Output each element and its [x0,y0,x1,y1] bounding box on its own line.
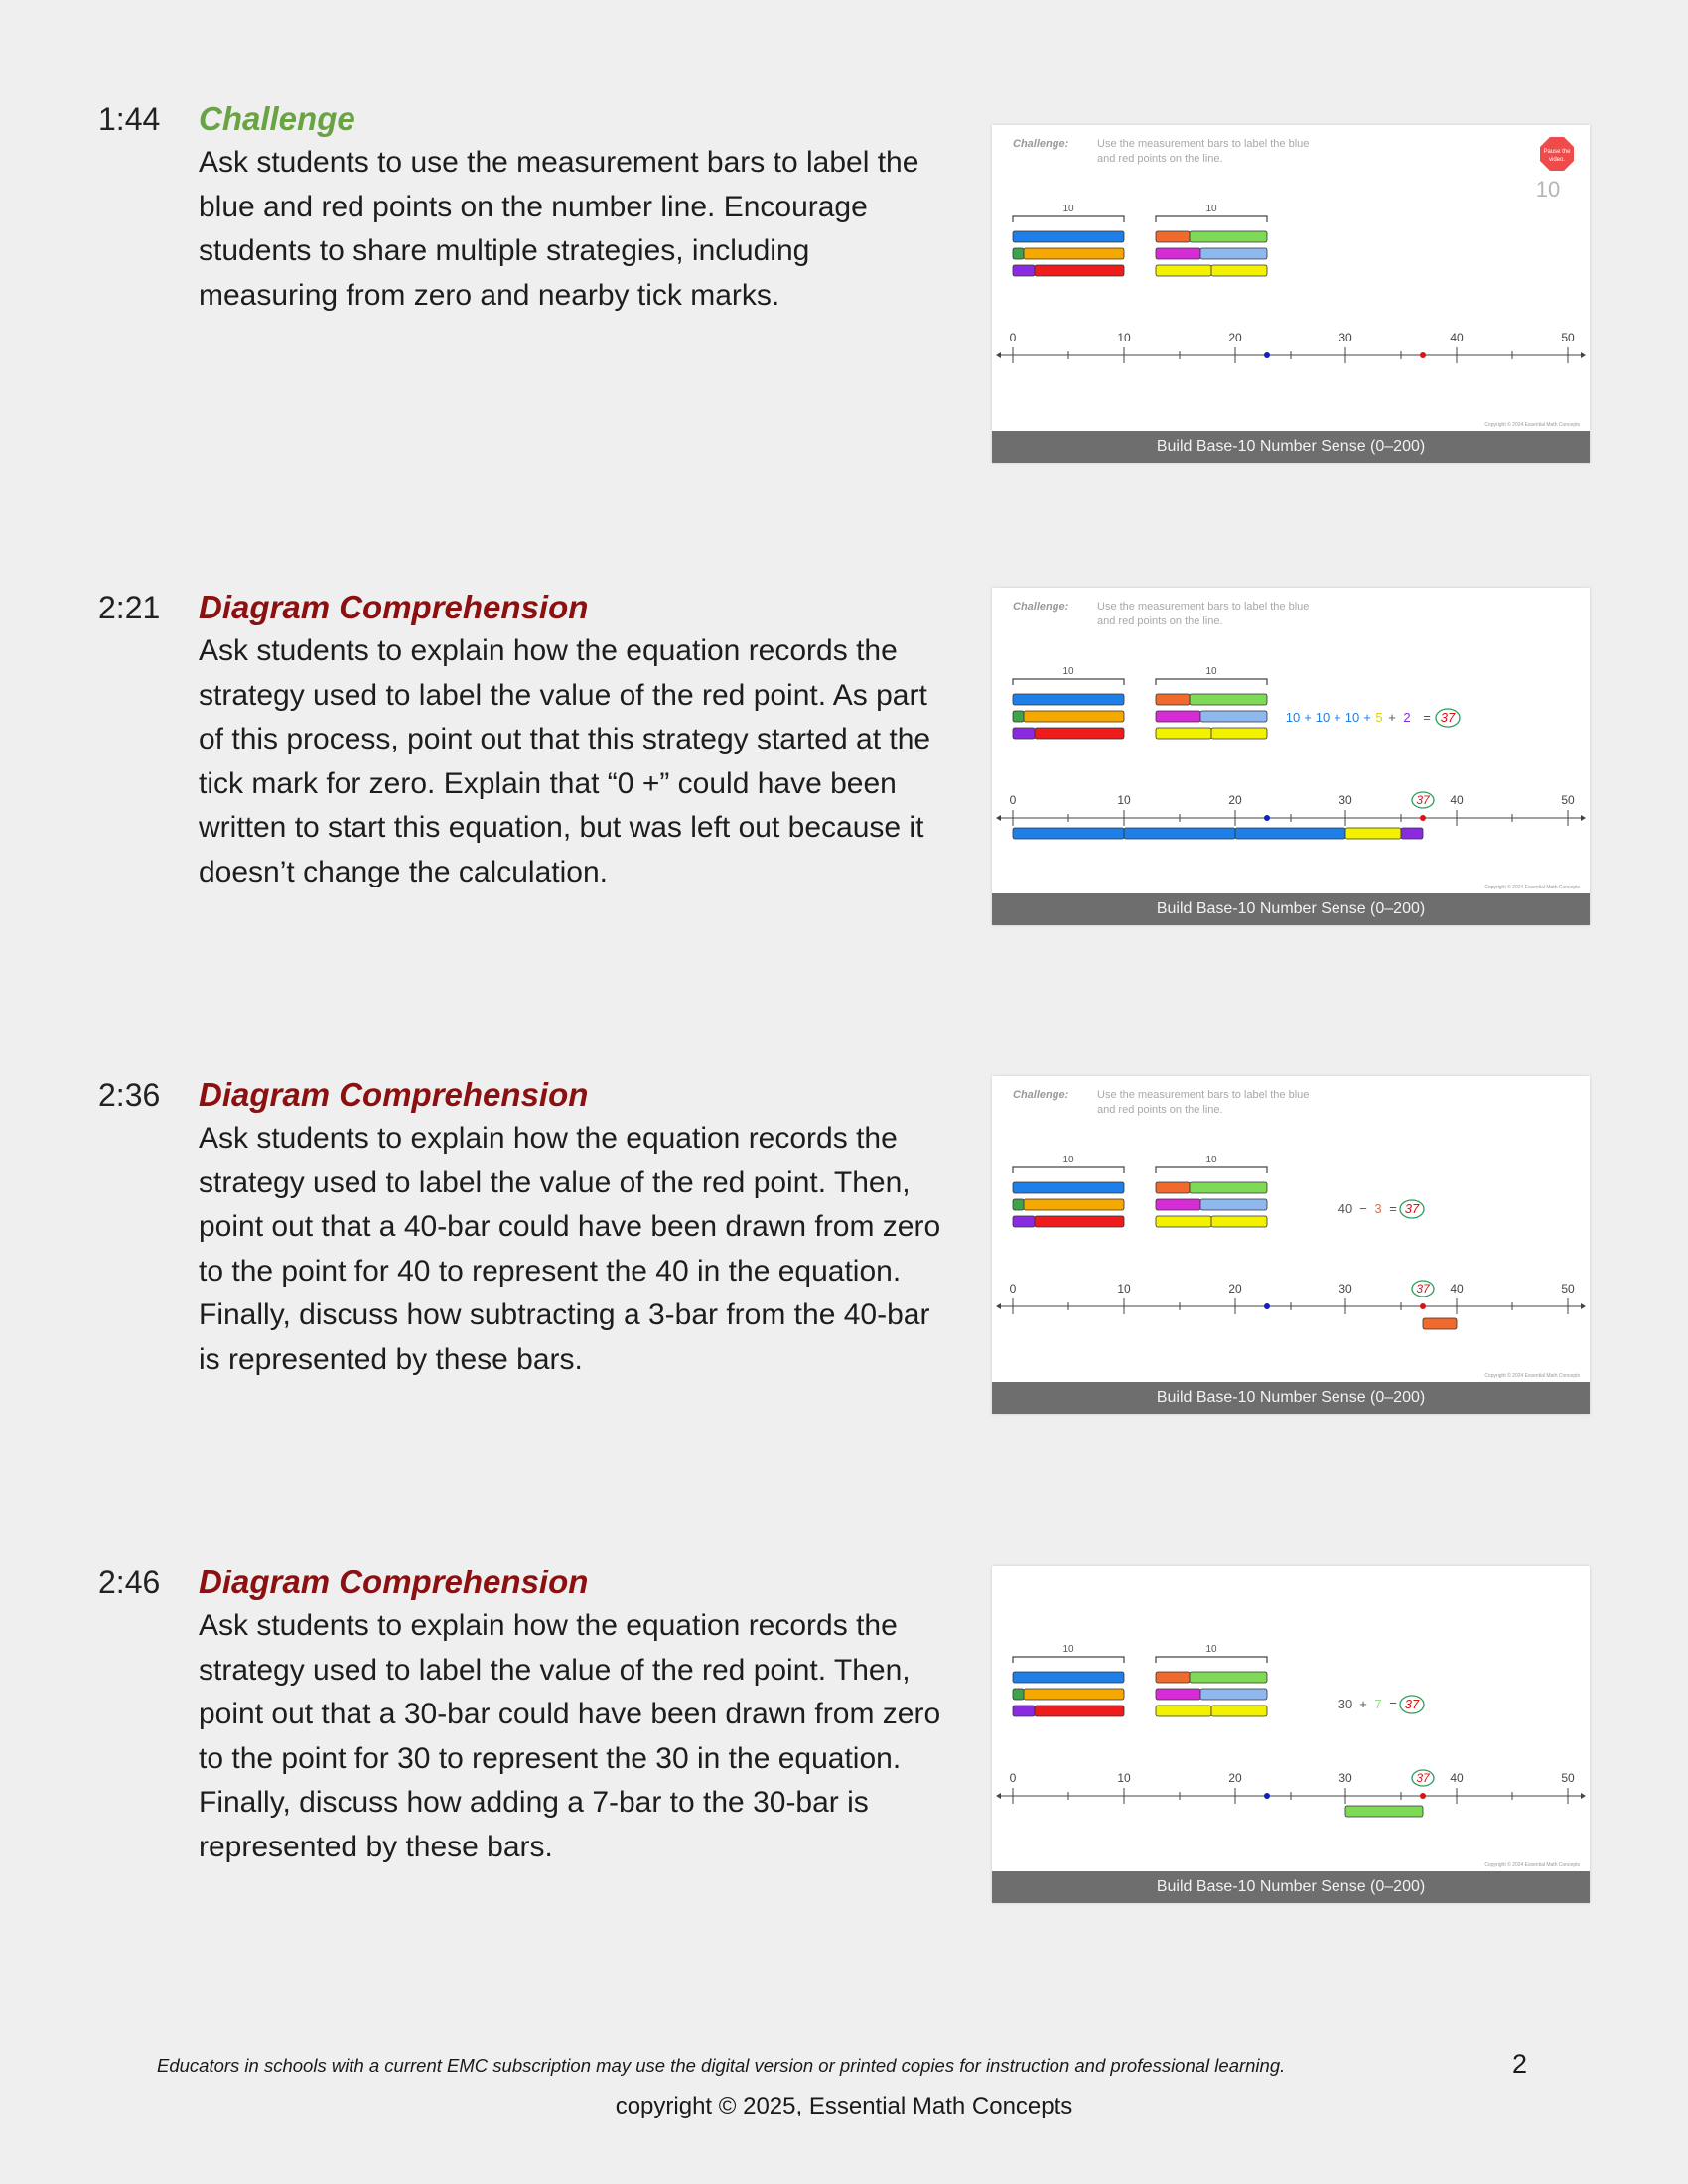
equation-operator: + [1363,710,1371,725]
blue-point [1264,815,1270,821]
axis-tick-label: 10 [1117,1771,1131,1785]
axis-tick-label: 0 [1009,793,1017,807]
section-text: Ask students to explain how the equation records the strategy used to label the value of the red point. Then, point out that a 30-bar could have been drawn from zero to the point for 30 to represent the 30 in the equation. Finally, discuss how adding a 7-bar to the 30-bar is represented by these bars. [199,1609,941,1863]
bar-label-left: 10 [1062,1155,1074,1165]
equation-term: 30 [1337,1697,1353,1711]
slide-instruction-line2: and red points on the line. [1097,153,1223,165]
equation-operator: − [1359,1201,1367,1216]
equation-operator: + [1304,710,1312,725]
bar-label-left: 10 [1062,204,1074,214]
blue-point [1264,352,1270,358]
equation-equals: = [1389,1201,1397,1216]
equation-operator: + [1388,710,1396,725]
blue-point [1264,1303,1270,1309]
slide-instruction-line2: and red points on the line. [1097,615,1223,627]
equation-term: 5 [1375,710,1383,725]
axis-tick-label: 50 [1561,793,1575,807]
axis-tick-label: 40 [1450,793,1464,807]
measurement-bars [1013,666,1267,739]
slide-graphic [992,125,1590,431]
bar-label-right: 10 [1205,204,1217,214]
marked-value: 37 [1416,793,1430,807]
equation-equals: = [1423,710,1431,725]
marked-value: 37 [1416,1282,1430,1296]
slide-challenge-label: Challenge: [1013,601,1069,613]
slide-thumbnail [992,1076,1590,1414]
slide-challenge-label: Challenge: [1013,1089,1069,1101]
slide-instruction-line2: and red points on the line. [1097,1104,1223,1116]
axis-tick-label: 10 [1117,793,1131,807]
equation-answer: 37 [1404,1201,1420,1216]
red-point [1420,1793,1426,1799]
timestamp: 2:46 [98,1565,161,1600]
slide-thumbnail [992,125,1590,463]
equation [1338,1696,1424,1713]
equation-term: 40 [1337,1201,1353,1216]
equation-operator: + [1334,710,1341,725]
slide-graphic [992,1566,1590,1871]
equation [1338,1200,1424,1218]
axis-tick-label: 20 [1228,1771,1242,1785]
slide-instruction-line1: Use the measurement bars to label the blue [1097,601,1310,613]
axis-tick-label: 20 [1228,1282,1242,1296]
timer-number: 10 [1535,177,1561,202]
axis-tick-label: 30 [1338,793,1352,807]
copyright: copyright © 2025, Essential Math Concepts [615,2093,1073,2119]
axis-tick-label: 10 [1117,331,1131,344]
axis-tick-label: 0 [1009,331,1017,344]
section-text: Ask students to use the measurement bars to label the blue and red points on the number line. Encourage students to share multiple strategies, including measuring from zero and nearby tick marks. [199,146,919,312]
slide-footer: Build Base-10 Number Sense (0–200) [992,893,1590,925]
bar-label-left: 10 [1062,666,1074,677]
stop-sign-text-1: Pause the [1543,149,1571,155]
equation-answer: 37 [1440,710,1456,725]
measurement-bars [1013,204,1267,276]
section-text: Ask students to explain how the equation records the strategy used to label the value of the red point. As part of this process, point out that this strategy started at the tick mark for zero. Explain that “0 +” could have been written to start this equation, but was left out because it doesn’t change the calculation. [199,634,931,888]
strategy-bar [1423,1318,1457,1329]
section-heading: Challenge [199,100,355,137]
bar-label-right: 10 [1205,1644,1217,1655]
axis-tick-label: 10 [1117,1282,1131,1296]
number-line [996,331,1586,363]
strategy-bar [1401,828,1423,839]
axis-tick-label: 30 [1338,331,1352,344]
bar-label-right: 10 [1205,666,1217,677]
timestamp: 2:36 [98,1077,161,1113]
page-number: 2 [1512,2049,1528,2079]
footer-note: Educators in schools with a current EMC subscription may use the digital version or printed copies for instruction and professional learning. [157,2055,1286,2076]
equation-term: 7 [1374,1697,1382,1711]
marked-value: 37 [1416,1771,1430,1785]
number-line [996,1281,1586,1329]
section-heading: Diagram Comprehension [199,1076,589,1113]
slide-thumbnail [992,588,1590,925]
axis-tick-label: 50 [1561,331,1575,344]
slide-instruction-line1: Use the measurement bars to label the blue [1097,138,1310,150]
slide-copyright: Copyright © 2024 Essential Math Concepts [1484,885,1580,890]
axis-tick-label: 40 [1450,1771,1464,1785]
equation-term: 10 [1285,710,1301,725]
slide-footer: Build Base-10 Number Sense (0–200) [992,1871,1590,1903]
strategy-bar [1345,1806,1423,1817]
measurement-bars [1013,1644,1267,1716]
axis-tick-label: 30 [1338,1282,1352,1296]
equation [1286,709,1460,727]
strategy-bar [1345,828,1401,839]
red-point [1420,352,1426,358]
axis-tick-label: 0 [1009,1282,1017,1296]
axis-tick-label: 20 [1228,331,1242,344]
section-text: Ask students to explain how the equation records the strategy used to label the value of the red point. Then, point out that a 40-bar could have been drawn from zero to the point for 40 to represent the 40 in the equation. Finally, discuss how subtracting a 3-bar from the 40-bar is represented by these bars. [199,1122,941,1376]
timestamp: 2:21 [98,590,161,625]
equation-term: 10 [1315,710,1331,725]
axis-tick-label: 20 [1228,793,1242,807]
equation-operator: + [1359,1697,1367,1711]
axis-tick-label: 50 [1561,1282,1575,1296]
bar-label-right: 10 [1205,1155,1217,1165]
equation-term: 3 [1374,1201,1382,1216]
equation-term: 10 [1344,710,1360,725]
timestamp: 1:44 [98,101,161,137]
axis-tick-label: 40 [1450,1282,1464,1296]
axis-tick-label: 30 [1338,1771,1352,1785]
section-heading: Diagram Comprehension [199,1564,589,1600]
slide-challenge-label: Challenge: [1013,138,1069,150]
strategy-bar [1235,828,1345,839]
strategy-bar [1013,828,1124,839]
number-line [996,792,1586,839]
bar-label-left: 10 [1062,1644,1074,1655]
slide-copyright: Copyright © 2024 Essential Math Concepts [1484,1862,1580,1868]
axis-tick-label: 40 [1450,331,1464,344]
slide-footer: Build Base-10 Number Sense (0–200) [992,1382,1590,1414]
strategy-bar [1124,828,1235,839]
slide-thumbnail [992,1566,1590,1903]
slide-copyright: Copyright © 2024 Essential Math Concepts [1484,1373,1580,1379]
red-point [1420,1303,1426,1309]
measurement-bars [1013,1155,1267,1227]
stop-sign-icon[interactable] [1540,137,1574,171]
axis-tick-label: 50 [1561,1771,1575,1785]
section-heading: Diagram Comprehension [199,589,589,625]
slide-graphic [992,588,1590,893]
slide-footer: Build Base-10 Number Sense (0–200) [992,431,1590,463]
axis-tick-label: 0 [1009,1771,1017,1785]
slide-copyright: Copyright © 2024 Essential Math Concepts [1484,422,1580,428]
number-line [996,1770,1586,1817]
equation-term: 2 [1403,710,1411,725]
blue-point [1264,1793,1270,1799]
equation-answer: 37 [1404,1697,1420,1711]
slide-graphic [992,1076,1590,1382]
equation-equals: = [1389,1697,1397,1711]
slide-instruction-line1: Use the measurement bars to label the blue [1097,1089,1310,1101]
red-point [1420,815,1426,821]
stop-sign-text-2: video. [1548,157,1566,163]
